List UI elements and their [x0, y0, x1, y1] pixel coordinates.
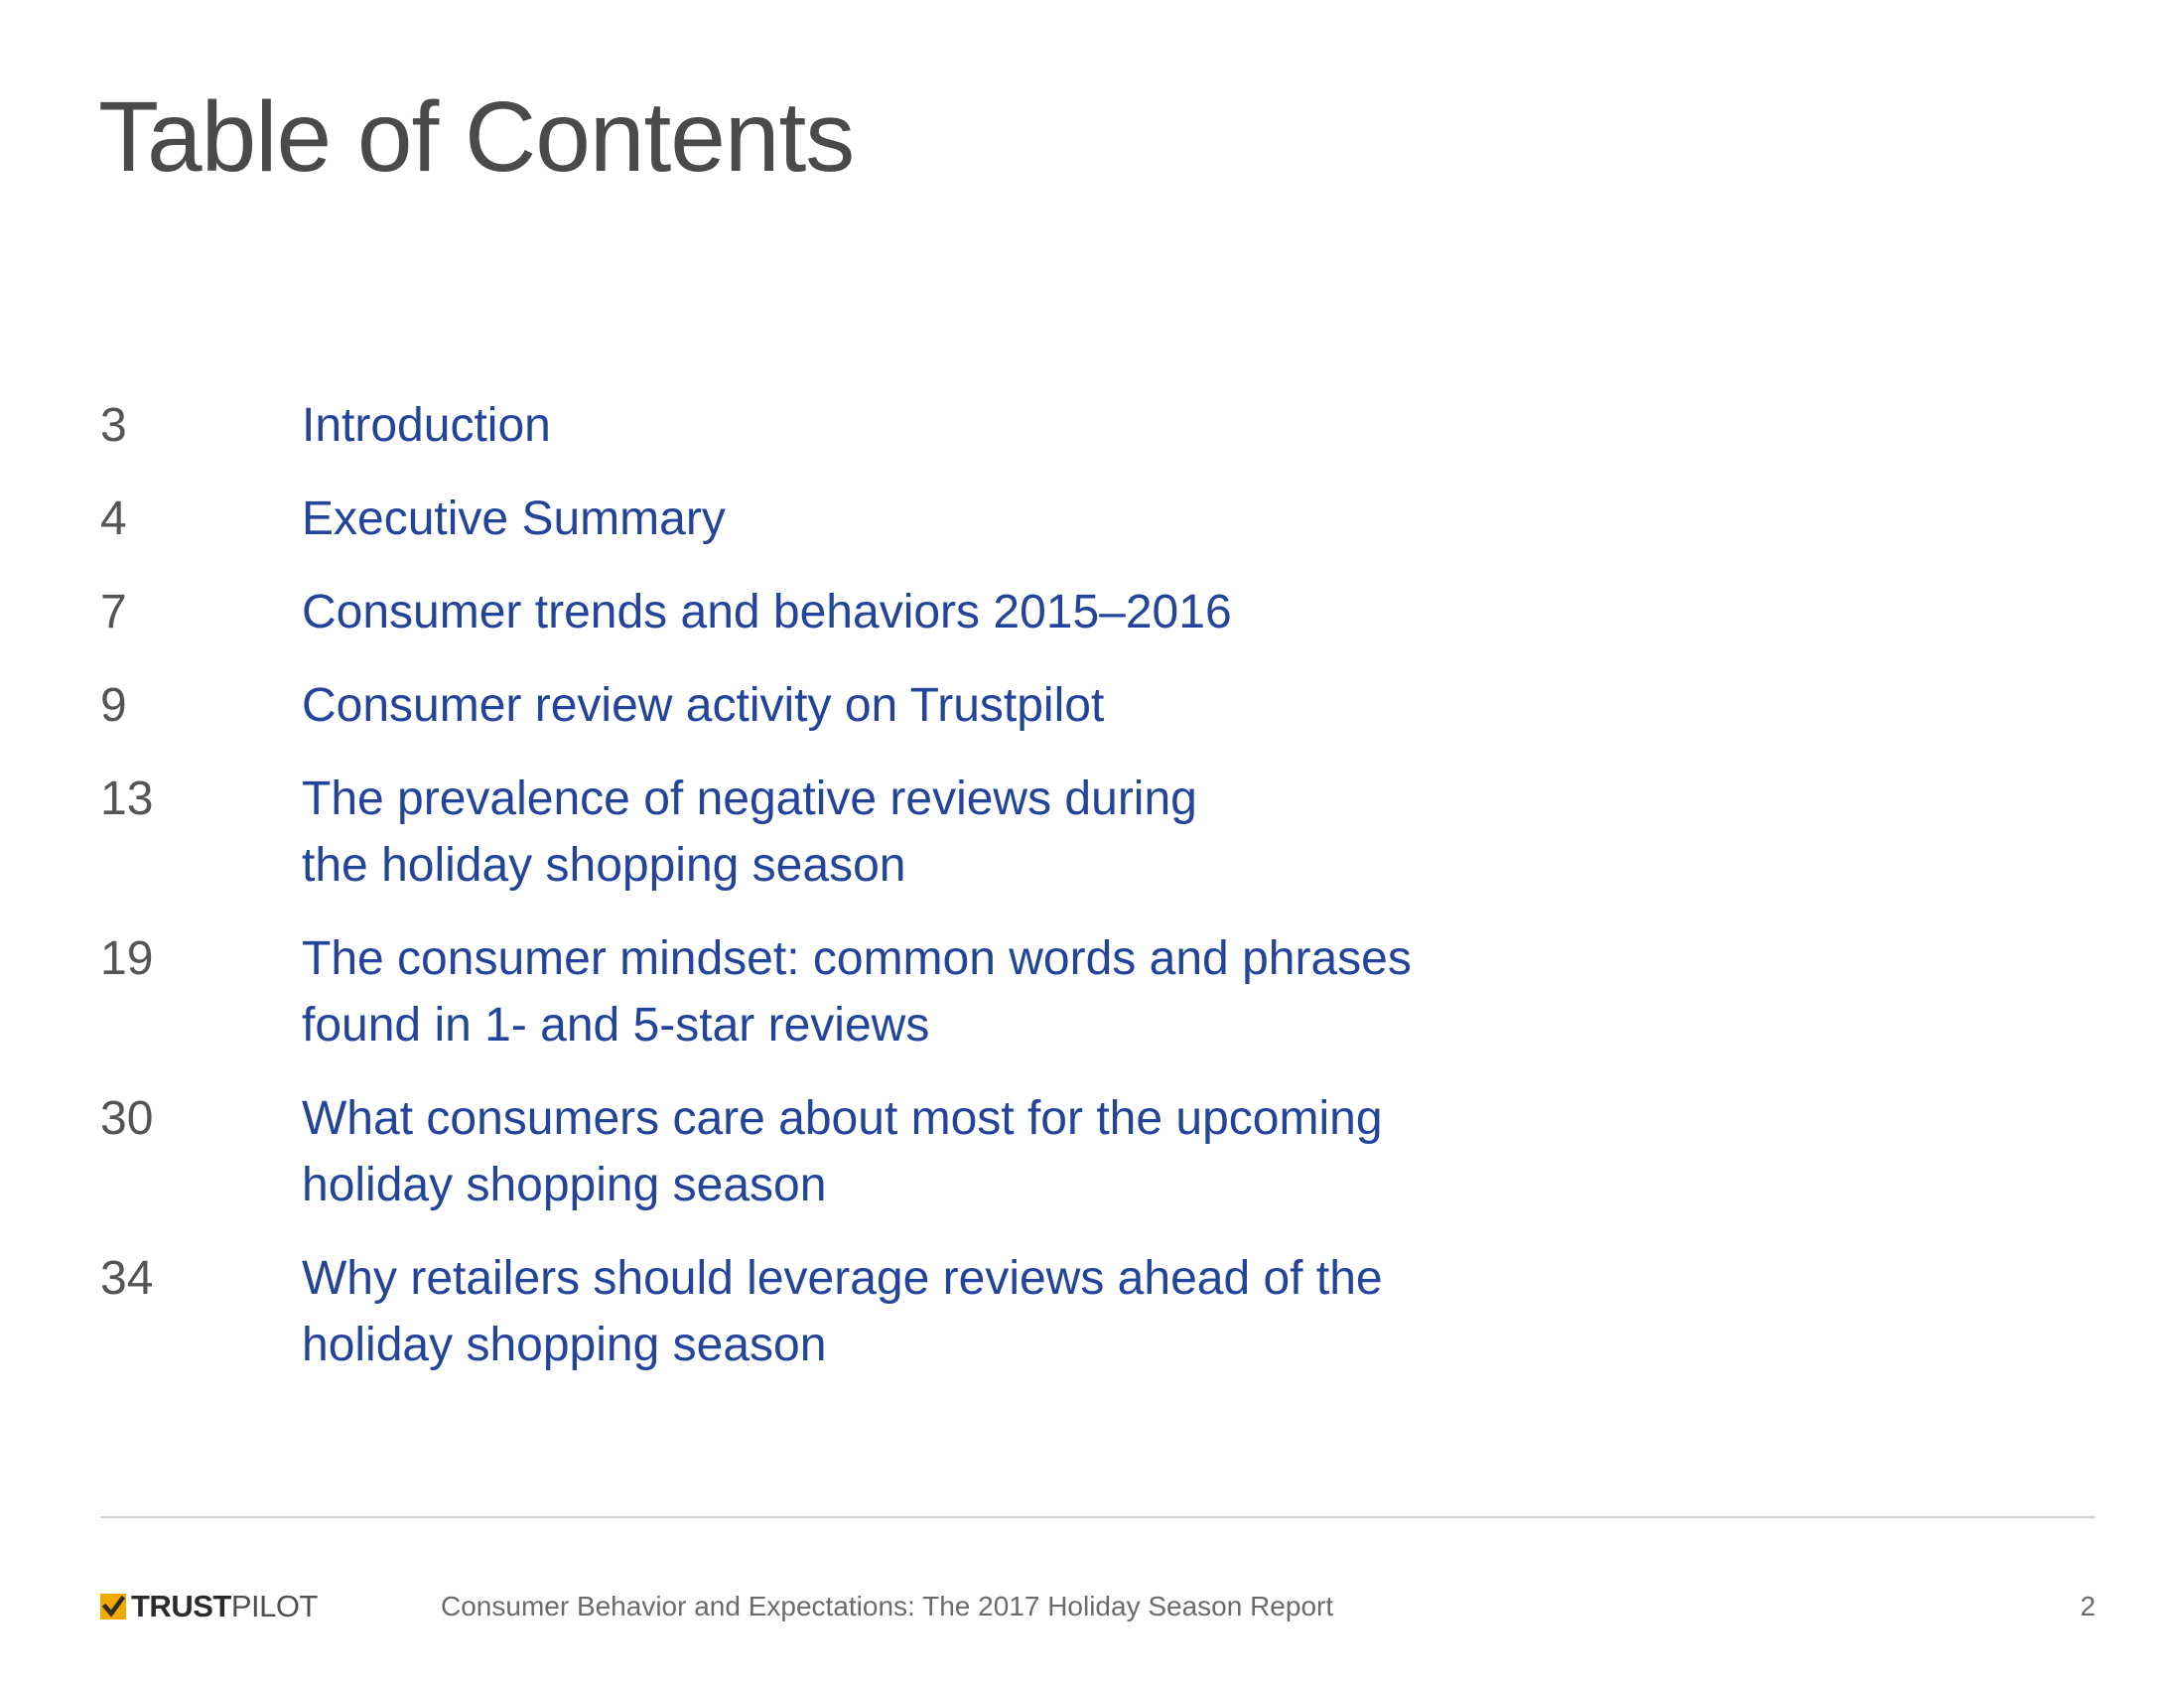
trustpilot-logo — [100, 1589, 318, 1624]
toc-link-negative-reviews[interactable]: The prevalence of negative reviews during the holiday shopping season — [302, 773, 1197, 892]
toc-link-consumer-care[interactable]: What consumers care about most for the upcoming holiday shopping season — [302, 1092, 1383, 1211]
logo-wordmark-light: PILOT — [230, 1589, 318, 1623]
toc-entry — [100, 1245, 1589, 1378]
toc-page-number: 13 — [100, 773, 154, 825]
page-footer — [100, 1585, 2096, 1634]
toc-link-consumer-mindset[interactable]: The consumer mindset: common words and phrases found in 1- and 5-star reviews — [302, 932, 1412, 1052]
toc-entry — [100, 925, 1589, 1058]
toc-page-number: 19 — [100, 932, 154, 985]
toc-link-retailers-leverage[interactable]: Why retailers should leverage reviews ahead of the holiday shopping season — [302, 1252, 1383, 1371]
toc-link-consumer-trends[interactable]: Consumer trends and behaviors 2015–2016 — [302, 586, 1232, 638]
toc-entry — [100, 392, 1589, 459]
toc-page-number: 7 — [100, 586, 127, 638]
toc-entry — [100, 486, 1589, 552]
toc-link-introduction[interactable]: Introduction — [302, 399, 551, 452]
toc-link-executive-summary[interactable]: Executive Summary — [302, 492, 726, 545]
trustpilot-logo-icon — [100, 1594, 126, 1619]
report-name: Consumer Behavior and Expectations: The 2017 Holiday Season Report — [441, 1591, 1334, 1621]
toc-entry — [100, 1085, 1589, 1218]
toc-page-number: 34 — [100, 1252, 154, 1305]
toc-page-number: 9 — [100, 679, 127, 732]
toc-page-number: 3 — [100, 399, 127, 452]
logo-wordmark — [131, 1589, 318, 1624]
toc-page-number: 30 — [100, 1092, 154, 1145]
toc-entry — [100, 579, 1589, 645]
page-number: 2 — [2080, 1591, 2096, 1621]
table-of-contents — [100, 392, 1589, 1405]
toc-entry — [100, 766, 1589, 899]
toc-entry — [100, 672, 1589, 739]
toc-link-review-activity[interactable]: Consumer review activity on Trustpilot — [302, 679, 1105, 732]
page-title: Table of Contents — [98, 81, 855, 193]
logo-wordmark-bold: TRUST — [131, 1589, 231, 1623]
footer-divider — [100, 1516, 2096, 1518]
toc-page-number: 4 — [100, 492, 127, 545]
